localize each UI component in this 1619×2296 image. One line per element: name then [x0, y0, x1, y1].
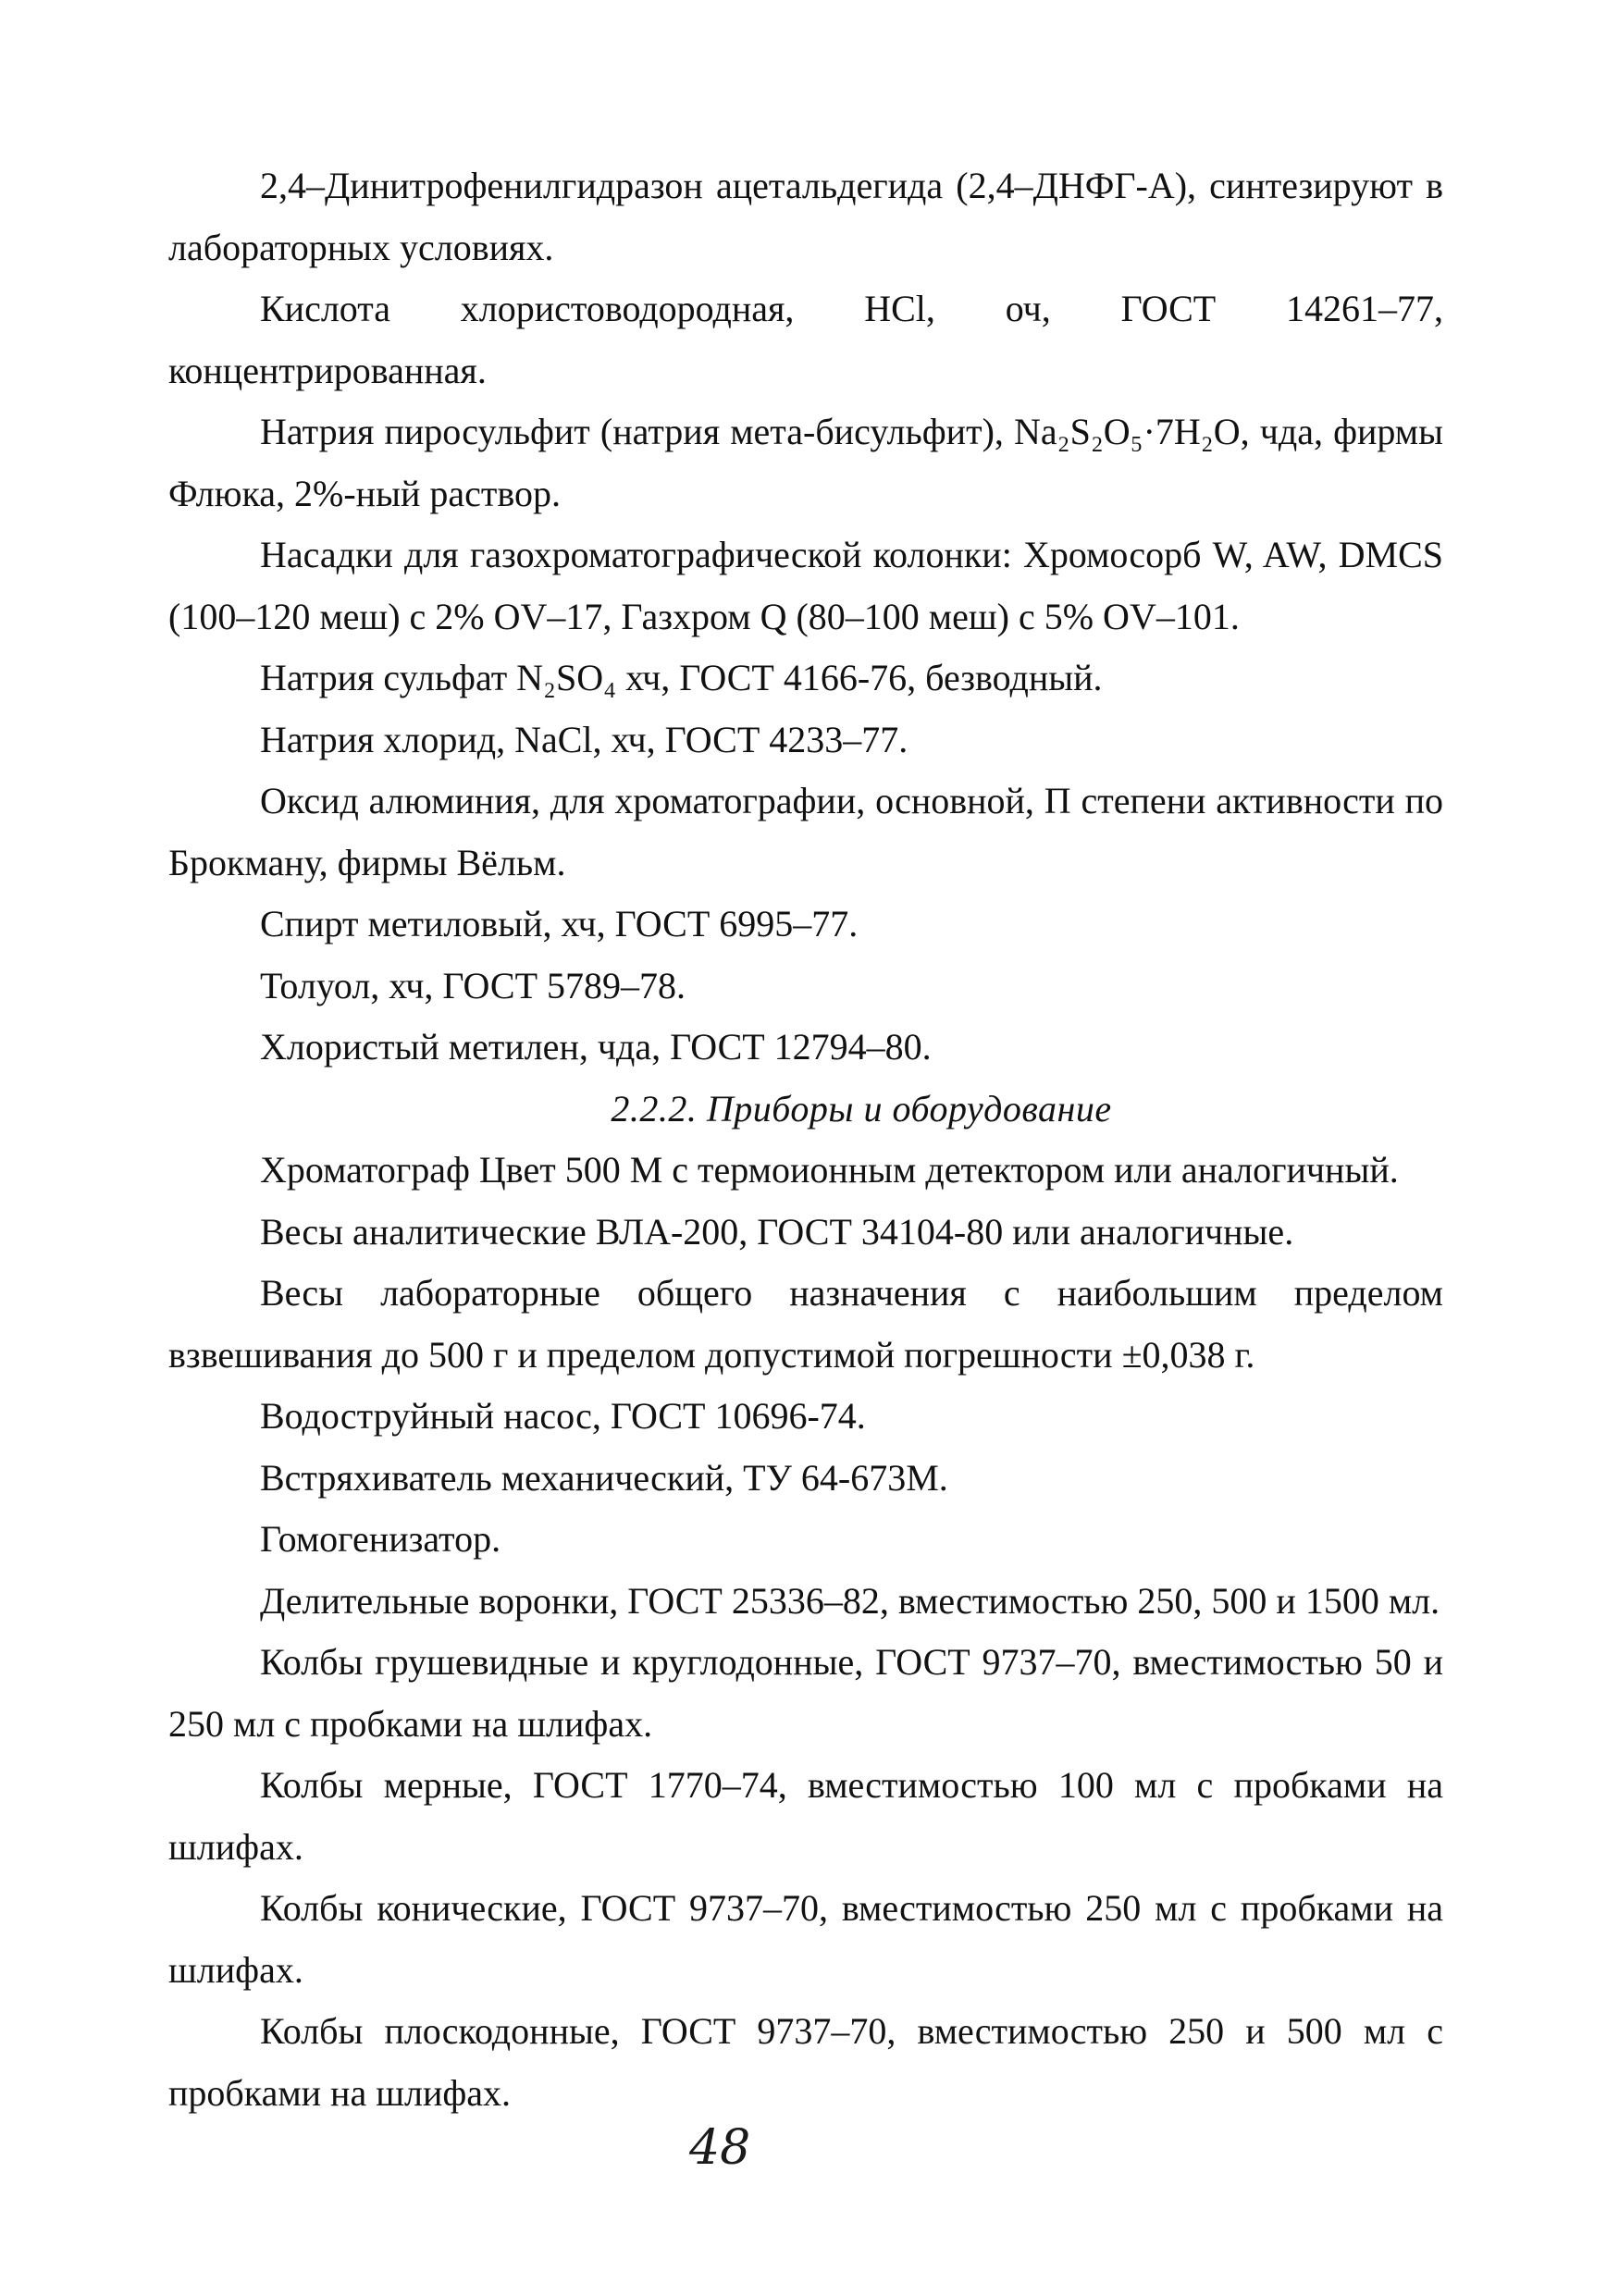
paragraph-reagent-dnfg: 2,4–Динитрофенилгидразон ацетальдегида (2,4–ДНФГ-А), синтезируют в лабораторных условиях.	[168, 165, 1443, 268]
document-page	[168, 155, 1443, 2124]
paragraph-equipment-lab-balance: Весы лабораторные общего назначения с наибольшим пределом взвешивания до 500 г и пределом допустимой погрешности ±0,038 г.	[168, 1272, 1443, 1376]
paragraph-reagent-methanol: Спирт метиловый, хч, ГОСТ 6995–77.	[260, 903, 859, 944]
paragraph-equipment-pear-flasks: Колбы грушевидные и круглодонные, ГОСТ 9737–70, вместимостью 50 и 250 мл с пробками на шлифах.	[168, 1641, 1443, 1745]
paragraph-reagent-alumina: Оксид алюминия, для хроматографии, основной, П степени активности по Брокману, фирмы Вёльм.	[168, 780, 1443, 883]
paragraph-equipment-shaker: Встряхиватель механический, ТУ 64-673М.	[260, 1456, 948, 1499]
paragraph-equipment-flat-bottom-flasks: Колбы плоскодонные, ГОСТ 9737–70, вместимостью 250 и 500 мл с пробками на шлифах.	[168, 2010, 1443, 2114]
paragraph-reagent-column-packing: Насадки для газохроматографической колонки: Хромосорб W, AW, DMCS (100–120 меш) с 2% OV–17, Газхром Q (80–100 меш) с 5% OV–101.	[168, 534, 1443, 637]
paragraph-reagent-toluene: Толуол, хч, ГОСТ 5789–78.	[260, 964, 686, 1006]
paragraph-reagent-sodium-sulfate: Натрия сульфат N₂SO₄ хч, ГОСТ 4166-76, безводный.	[260, 657, 1103, 698]
page-number: 48	[689, 2120, 751, 2176]
paragraph-equipment-water-pump: Водоструйный насос, ГОСТ 10696-74.	[260, 1395, 866, 1437]
paragraph-equipment-homogenizer: Гомогенизатор.	[260, 1518, 501, 1560]
paragraph-reagent-methylene-chloride: Хлористый метилен, чда, ГОСТ 12794–80.	[260, 1026, 932, 1068]
section-heading: 2.2.2. Приборы и оборудование	[611, 1087, 1112, 1129]
paragraph-equipment-analytical-balance: Весы аналитические ВЛА-200, ГОСТ 34104-80 или аналогичные.	[260, 1210, 1294, 1253]
paragraph-equipment-chromatograph: Хроматограф Цвет 500 М с термоионным детектором или аналогичный.	[260, 1149, 1399, 1191]
paragraph-reagent-hcl: Кислота хлористоводородная, HCl, оч, ГОСТ 14261–77, концентрированная.	[168, 288, 1443, 391]
paragraph-reagent-pyrosulfite: Натрия пиросульфит (натрия мета-бисульфит), Na₂S₂O₅·7H₂O, чда, фирмы Флюка, 2%-ный раствор.	[168, 411, 1443, 514]
paragraph-equipment-volumetric-flasks: Колбы мерные, ГОСТ 1770–74, вместимостью 100 мл с пробками на шлифах.	[168, 1764, 1443, 1868]
paragraph-equipment-conical-flasks: Колбы конические, ГОСТ 9737–70, вместимостью 250 мл с пробками на шлифах.	[168, 1887, 1443, 1991]
paragraph-equipment-separatory-funnels: Делительные воронки, ГОСТ 25336–82, вместимостью 250, 500 и 1500 мл.	[260, 1579, 1440, 1622]
paragraph-reagent-sodium-chloride: Натрия хлорид, NaCl, хч, ГОСТ 4233–77.	[260, 718, 908, 760]
